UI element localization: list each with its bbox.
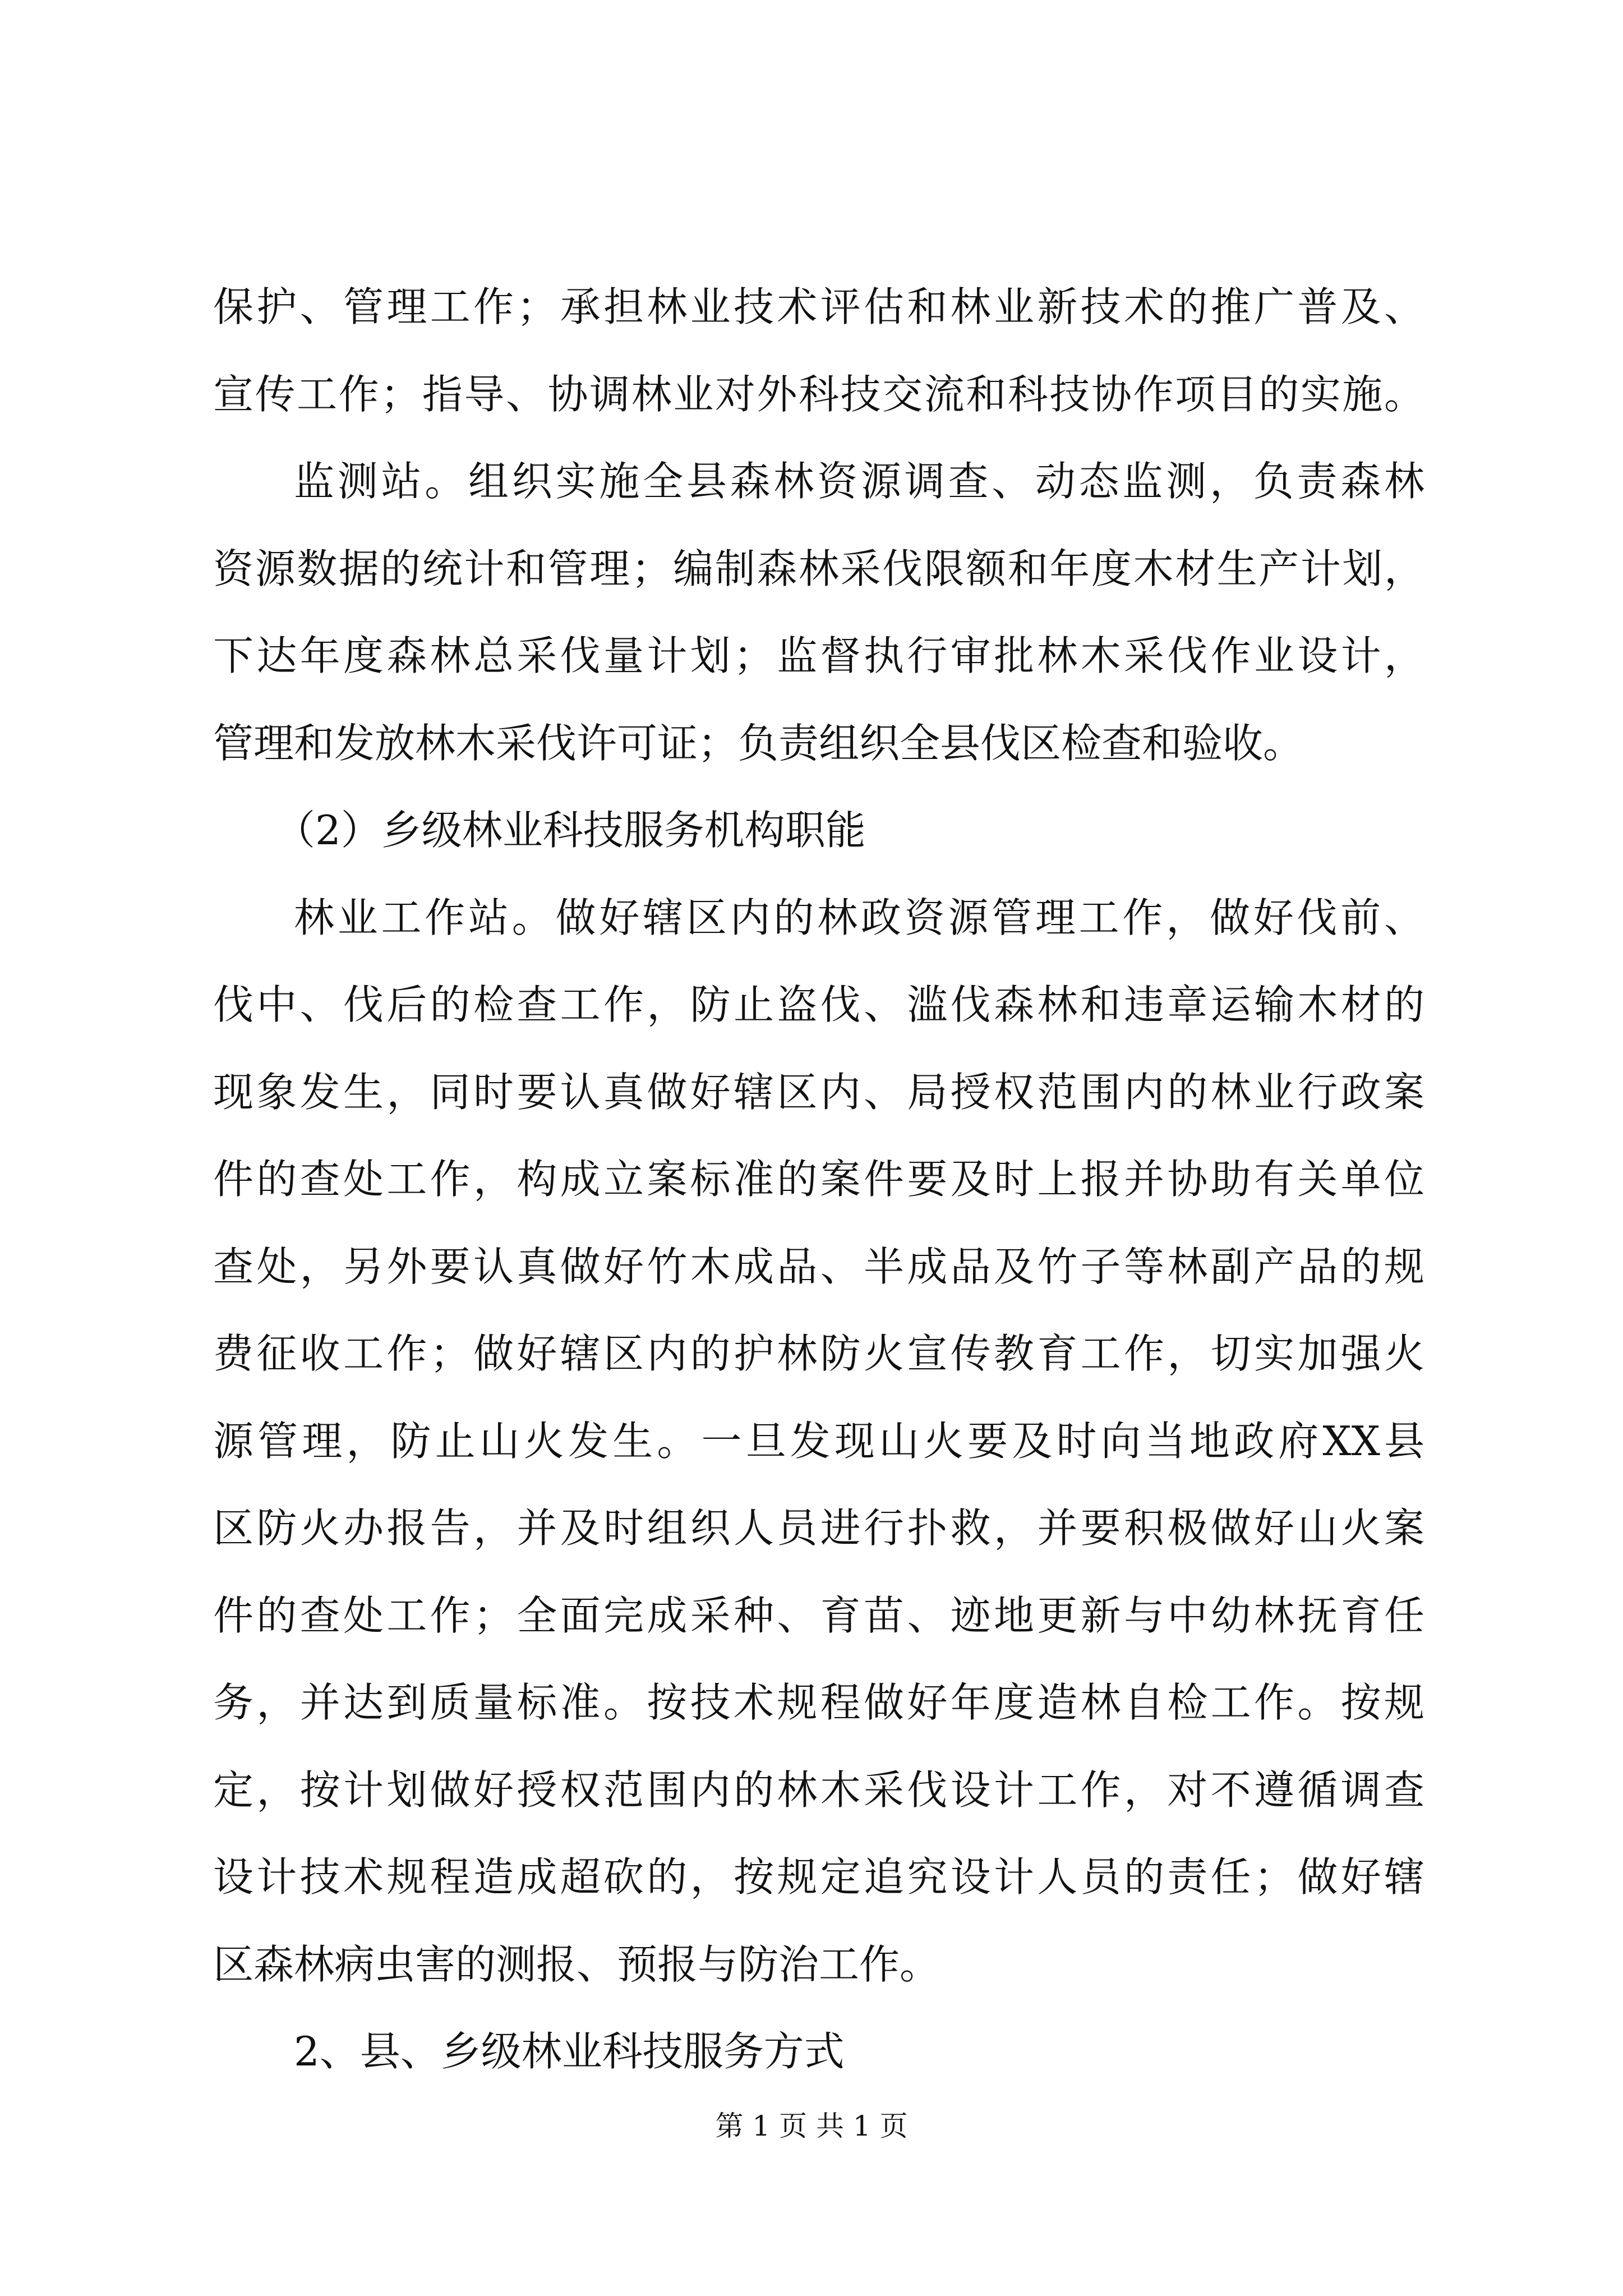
text-line: 定，按计划做好授权范围内的林木采伐设计工作，对不遵循调查 (213, 1766, 1424, 1814)
text-line: 区防火办报告，并及时组织人员进行扑救，并要积极做好山火案 (213, 1504, 1424, 1552)
text-line: 区森林病虫害的测报、预报与防治工作。 (213, 1940, 940, 1988)
text-line: 下达年度森林总采伐量计划；监督执行审批林木采伐作业设计， (213, 632, 1424, 679)
text-line: 务，并达到质量标准。按技术规程做好年度造林自检工作。按规 (213, 1679, 1424, 1726)
text-line: 保护、管理工作；承担林业技术评估和林业新技术的推广普及、 (213, 283, 1424, 330)
text-line: 伐中、伐后的检查工作，防止盗伐、滥伐森林和违章运输木材的 (213, 981, 1424, 1028)
text-line: 设计技术规程造成超砍的，按规定追究设计人员的责任；做好辖 (213, 1853, 1424, 1901)
text-line: 查处，另外要认真做好竹木成品、半成品及竹子等林副产品的规 (213, 1243, 1424, 1290)
section-heading: 2、县、乡级林业科技服务方式 (294, 2028, 845, 2075)
text-line: 件的查处工作；全面完成采种、育苗、迹地更新与中幼林抚育任 (213, 1591, 1424, 1639)
text-line: 现象发生，同时要认真做好辖区内、局授权范围内的林业行政案 (213, 1068, 1424, 1116)
text-line: 费征收工作；做好辖区内的护林防火宣传教育工作，切实加强火 (213, 1330, 1424, 1377)
text-line: 资源数据的统计和管理；编制森林采伐限额和年度木材生产计划， (213, 545, 1424, 592)
section-heading: （2）乡级林业科技服务机构职能 (275, 807, 866, 854)
text-line: 管理和发放林木采伐许可证；负责组织全县伐区检查和验收。 (213, 719, 1304, 767)
text-line: 源管理，防止山火发生。一旦发现山火要及时向当地政府XX县 (213, 1417, 1424, 1465)
page-footer: 第 1 页 共 1 页 (715, 2110, 908, 2142)
paragraph-start-line: 监测站。组织实施全县森林资源调查、动态监测，负责森林 (294, 458, 1424, 505)
paragraph-start-line: 林业工作站。做好辖区内的林政资源管理工作，做好伐前、 (294, 894, 1424, 941)
text-line: 件的查处工作，构成立案标准的案件要及时上报并协助有关单位 (213, 1156, 1424, 1203)
text-line: 宣传工作；指导、协调林业对外科技交流和科技协作项目的实施。 (213, 370, 1424, 418)
document-body (213, 264, 1424, 2096)
